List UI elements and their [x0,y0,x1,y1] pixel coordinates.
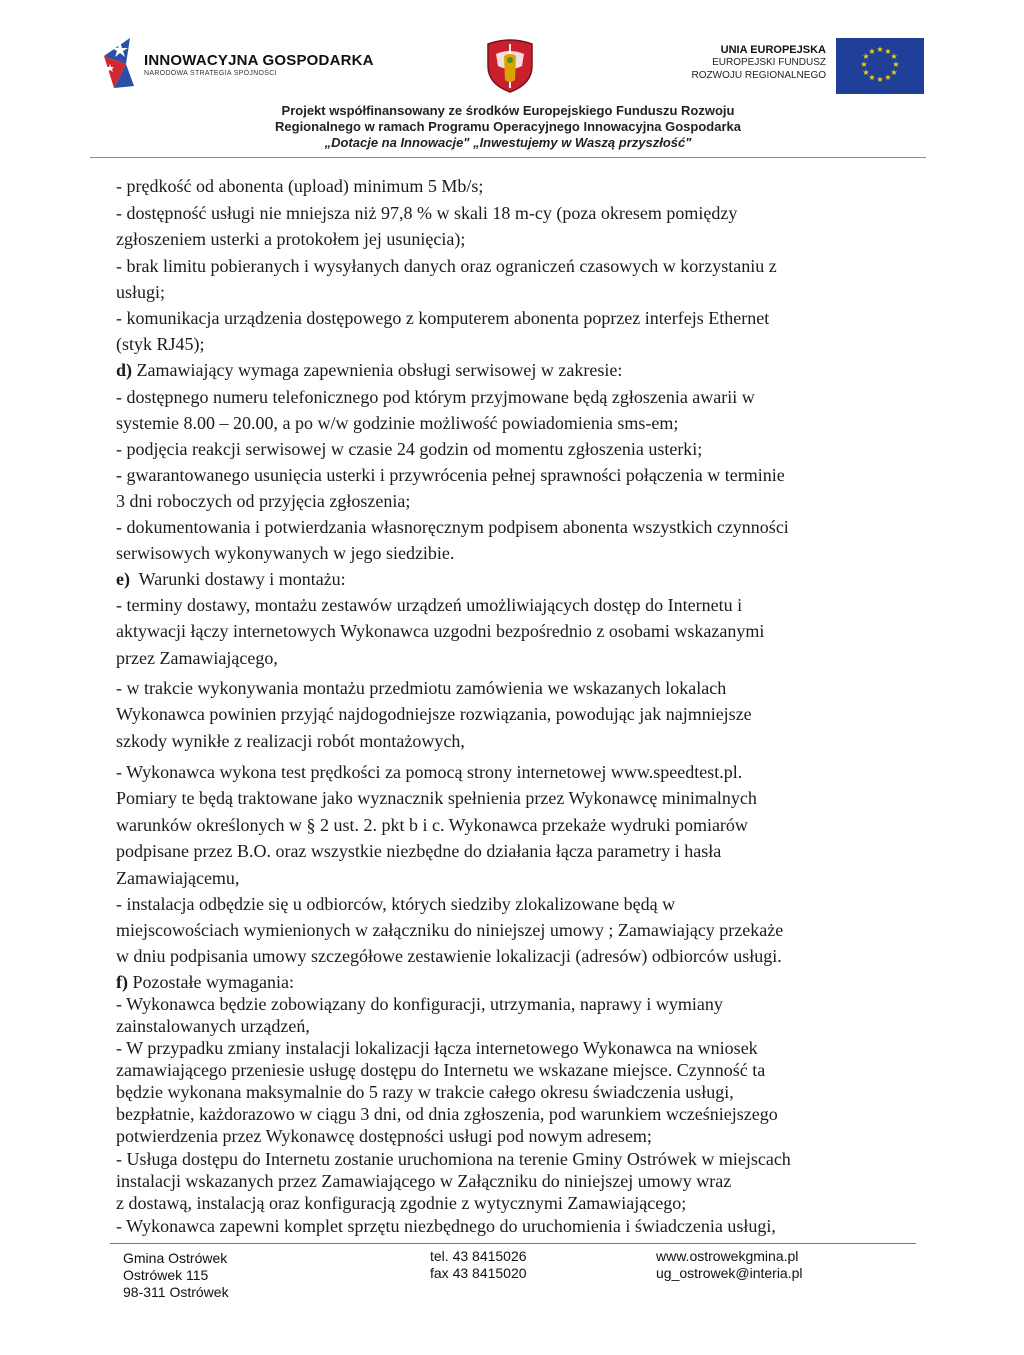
body-line: - W przypadku zmiany instalacji lokalizacji łącza internetowego Wykonawca na wniosek [116,1038,758,1058]
footer-phone-line: tel. 43 8415026 [430,1248,527,1264]
body-line: - komunikacja urządzenia dostępowego z komputerem abonenta poprzez interfejs Ethernet [116,308,770,328]
body-line: bezpłatnie, każdorazowo w ciągu 3 dni, od dnia zgłoszenia, pod warunkiem wcześniejszego [116,1104,778,1124]
body-line: - Wykonawca wykona test prędkości za pomocą strony internetowej www.speedtest.pl. [116,762,743,782]
section-e-title: Warunki dostawy i montażu: [138,569,346,589]
body-line: potwierdzenia przez Wykonawcę dostępności usługi pod nowym adresem; [116,1126,652,1146]
body-line: z dostawą, instalacją oraz konfiguracją zgodnie z wytycznymi Zamawiającego; [116,1193,687,1213]
footer-address-line: 98-311 Ostrówek [123,1284,229,1300]
ig-program-subtitle: NARODOWA STRATEGIA SPÓJNOŚCI [144,70,277,77]
svg-text:★: ★ [876,75,884,84]
eu-wordmark [660,44,826,82]
body-line: - dostępność usługi nie mniejsza niż 97,8 % w skali 18 m-cy (poza okresem pomiędzy [116,203,738,223]
project-line-1: Projekt współfinansowany ze środków Europejskiego Funduszu Rozwoju [281,103,735,118]
letterhead [0,0,1024,160]
footer-address-line: Gmina Ostrówek [123,1250,228,1266]
body-line: instalacji wskazanych przez Zamawiającego w Załączniku do niniejszej umowy wraz [116,1171,732,1191]
section-d-heading [116,360,622,381]
body-line: będzie wykonana maksymalnie do 5 razy w trakcie całego okresu świadczenia usługi, [116,1082,734,1102]
body-line: przez Zamawiającego, [116,648,278,668]
eu-flag-icon [836,38,924,94]
body-line: - brak limitu pobieranych i wysyłanych danych oraz ograniczeń czasowych w korzystaniu z [116,256,777,276]
svg-text:★: ★ [860,60,868,69]
section-d-marker: d) [116,360,133,380]
body-line: - gwarantowanego usunięcia usterki i przywrócenia pełnej sprawności połączenia w terminie [116,465,785,485]
body-line: zainstalowanych urządzeń, [116,1016,310,1036]
svg-text:★: ★ [892,60,900,69]
body-line: - podjęcia reakcji serwisowej w czasie 24 godzin od momentu zgłoszenia usterki; [116,439,703,459]
body-line: - w trakcie wykonywania montażu przedmiotu zamówienia we wskazanych lokalach [116,678,727,698]
body-line: zgłoszeniem usterki a protokołem jej usunięcia); [116,229,466,249]
footer-phone [430,1248,527,1282]
footer-email: ug_ostrowek@interia.pl [656,1265,803,1281]
body-line: - Wykonawca będzie zobowiązany do konfiguracji, utrzymania, naprawy i wymiany [116,994,723,1014]
innovative-economy-wordmark [144,52,374,77]
municipal-coat-of-arms-icon [482,36,538,94]
section-d-title: Zamawiający wymaga zapewnienia obsługi serwisowej w zakresie: [136,360,623,380]
body-line: serwisowych wykonywanych w jego siedzibie. [116,543,455,563]
body-line: zamawiającego przeniesie usługę dostępu do Internetu we wskazane miejsce. Czynność ta [116,1060,766,1080]
body-line: szkody wynikłe z realizacji robót montażowych, [116,731,465,751]
body-line: - instalacja odbędzie się u odbiorców, których siedziby zlokalizowane będą w [116,894,676,914]
footer-address [123,1250,229,1301]
project-cofinancing-note [90,103,926,151]
eu-fund-line-1: EUROPEJSKI FUNDUSZ [712,57,826,68]
svg-text:★: ★ [862,52,870,61]
body-line: - prędkość od abonenta (upload) minimum 5 Mb/s; [116,176,484,196]
body-line: - Usługa dostępu do Internetu zostanie uruchomiona na terenie Gminy Ostrówek w miejscach [116,1149,791,1169]
body-line: Wykonawca powinien przyjąć najdogodniejsze rozwiązania, powodując jak najmniejsze [116,704,752,724]
body-line: usługi; [116,282,166,302]
footer-website: www.ostrowekgmina.pl [656,1248,799,1264]
svg-text:★: ★ [890,68,898,77]
svg-text:★: ★ [890,52,898,61]
footer-contact [656,1248,803,1282]
header-divider [90,157,926,158]
eu-fund-line-2: ROZWOJU REGIONALNEGO [691,70,826,81]
section-e-marker: e) [116,569,130,589]
svg-text:★: ★ [868,47,876,56]
body-line: aktywacji łączy internetowych Wykonawca uzgodni bezpośrednio z osobami wskazanymi [116,621,765,641]
footer-address-line: Ostrówek 115 [123,1267,209,1283]
body-line: 3 dni roboczych od przyjęcia zgłoszenia; [116,491,411,511]
footer-divider [110,1243,916,1244]
section-f-marker: f) [116,972,128,992]
svg-text:★: ★ [862,68,870,77]
section-f-heading [116,972,294,993]
body-line: - Wykonawca zapewni komplet sprzętu niezbędnego do uruchomienia i świadczenia usługi, [116,1216,776,1236]
body-line: warunków określonych w § 2 ust. 2. pkt b i c. Wykonawca przekaże wydruki pomiarów [116,815,748,835]
innovative-economy-logo-icon [100,34,136,90]
section-e-heading [116,569,346,590]
body-line: w dniu podpisania umowy szczegółowe zestawienie lokalizacji (adresów) odbiorców usługi. [116,946,782,966]
footer-fax-line: fax 43 8415020 [430,1265,527,1281]
svg-text:★: ★ [884,73,892,82]
svg-text:★: ★ [884,47,892,56]
project-line-2: Regionalnego w ramach Programu Operacyjnego Innowacyjna Gospodarka [275,119,741,134]
svg-text:★: ★ [868,73,876,82]
ig-program-name: INNOWACYJNA GOSPODARKA [144,52,374,69]
body-line: podpisane przez B.O. oraz wszystkie niezbędne do działania łącza parametry i hasła [116,841,722,861]
body-line: (styk RJ45); [116,334,205,354]
section-f-title: Pozostałe wymagania: [132,972,294,992]
body-line: - terminy dostawy, montażu zestawów urządzeń umożliwiających dostęp do Internetu i [116,595,743,615]
body-line: Zamawiającemu, [116,868,240,888]
body-line: systemie 8.00 – 20.00, a po w/w godzinie możliwość powiadomienia sms-em; [116,413,679,433]
project-line-3: „Dotacje na Innowacje" „Inwestujemy w Waszą przyszłość" [324,135,692,150]
body-line: - dokumentowania i potwierdzania własnoręcznym podpisem abonenta wszystkich czynności [116,517,789,537]
body-line: - dostępnego numeru telefonicznego pod którym przyjmowane będą zgłoszenia awarii w [116,387,755,407]
eu-name: UNIA EUROPEJSKA [720,44,826,56]
svg-text:★: ★ [876,45,884,54]
body-line: Pomiary te będą traktowane jako wyznacznik spełnienia przez Wykonawcę minimalnych [116,788,757,808]
body-line: miejscowościach wymienionych w załączniku do niniejszej umowy ; Zamawiający przekaże [116,920,784,940]
